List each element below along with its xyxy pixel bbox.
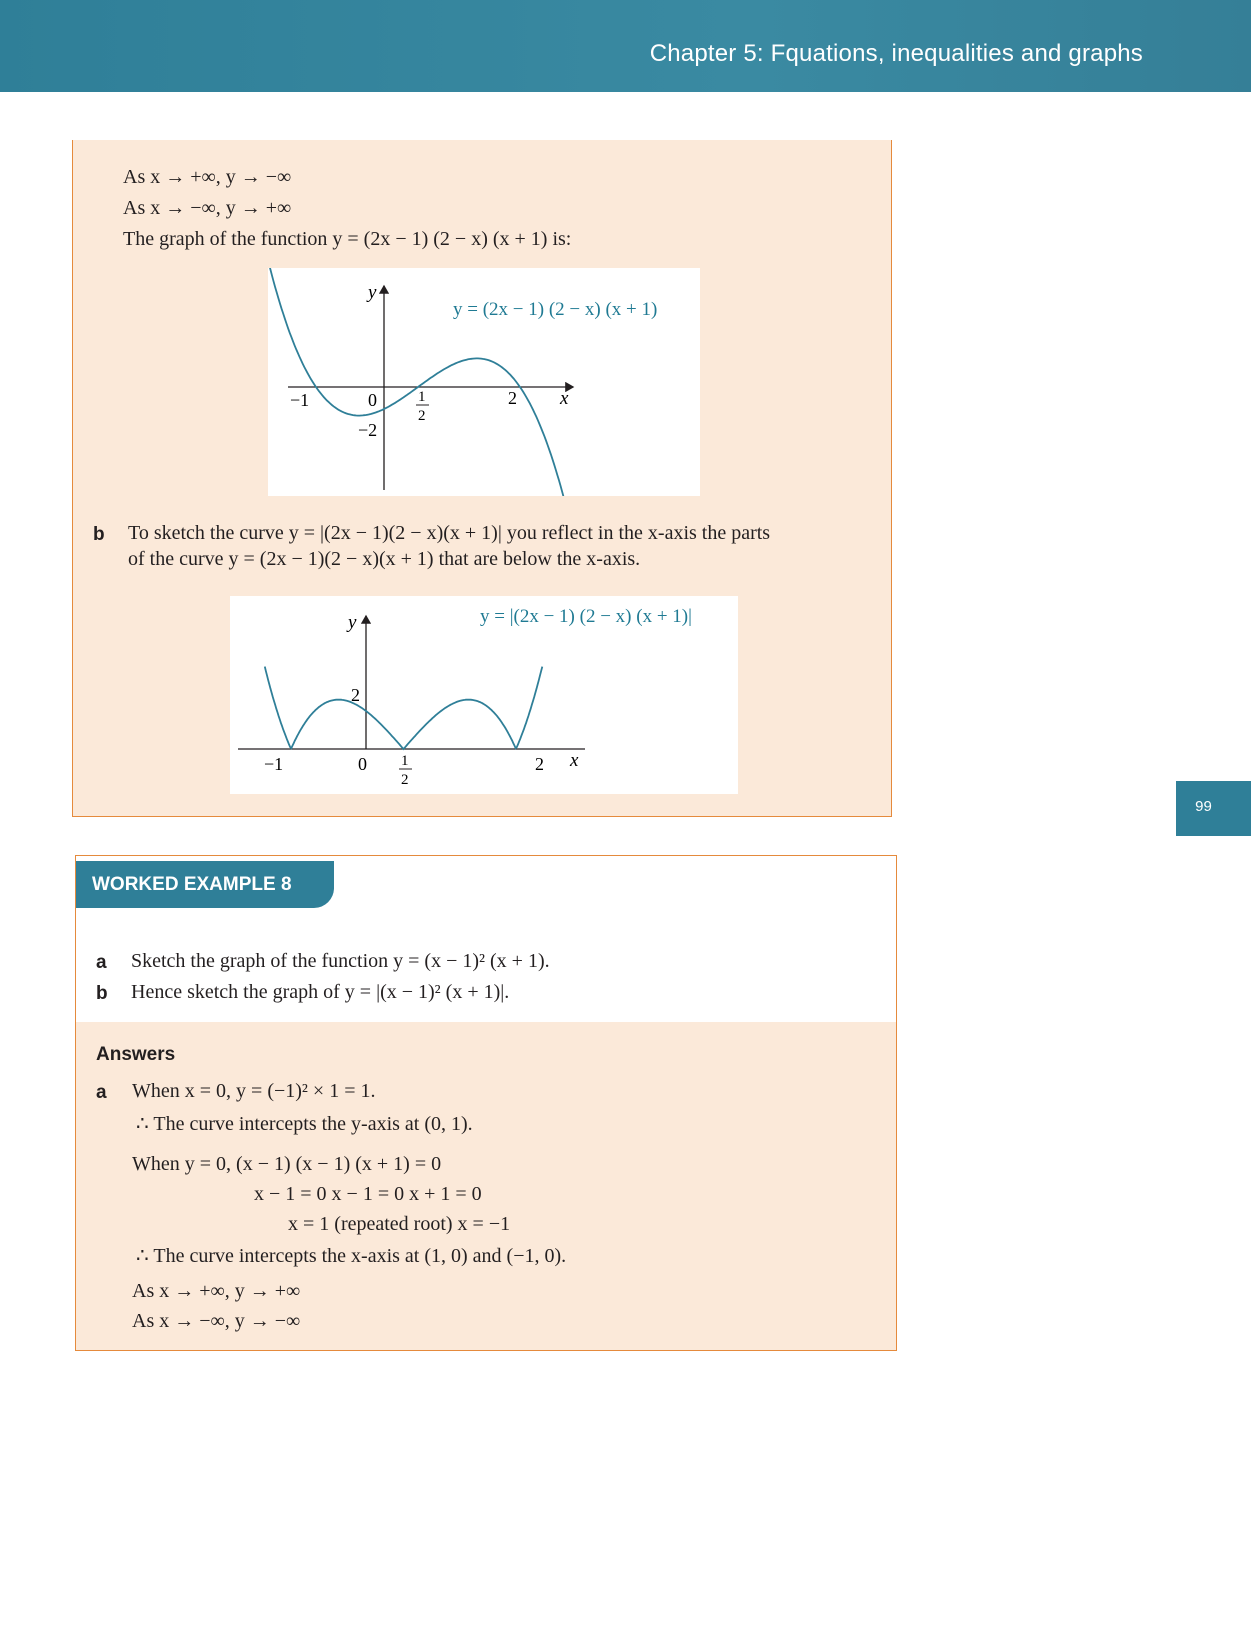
y-axis-label: y	[368, 282, 377, 303]
tick-label-2: 2	[535, 754, 544, 774]
question-a-label: a	[96, 952, 107, 973]
tick-label-2: 2	[508, 388, 517, 408]
tick-label-half-den: 2	[418, 408, 426, 424]
answer-line: x = 1 (repeated root) x = −1	[288, 1213, 511, 1235]
question-b-text: Hence sketch the graph of y = |(x − 1)² (x + 1)|.	[131, 981, 510, 1003]
question-a-text: Sketch the graph of the function y = (x − 1)² (x + 1).	[131, 950, 550, 972]
answer-line: x − 1 = 0 x − 1 = 0 x + 1 = 0	[254, 1183, 482, 1205]
answer-line: ∴ The curve intercepts the x-axis at (1, 0) and (−1, 0).	[136, 1245, 567, 1267]
part-b-line-2: of the curve y = (2x − 1)(2 − x)(x + 1) that are below the x-axis.	[128, 548, 641, 570]
question-b-label: b	[96, 983, 108, 1004]
worked-example-title: WORKED EXAMPLE 8	[76, 861, 334, 908]
modulus-cubic-graph	[230, 596, 738, 794]
tick-label-half-den: 2	[401, 772, 409, 788]
tick-label-neg2: −2	[358, 420, 378, 440]
tick-label-y-2: 2	[351, 685, 360, 705]
tick-label-0: 0	[368, 390, 377, 410]
example-continued-box	[72, 140, 892, 817]
modulus-curve-label: y = |(2x − 1) (2 − x) (x + 1)|	[480, 606, 692, 627]
answer-line: When y = 0, (x − 1) (x − 1) (x + 1) = 0	[132, 1153, 442, 1175]
page-number-tab	[1176, 781, 1251, 836]
page-number: 99	[1195, 798, 1212, 815]
part-b-label: b	[93, 524, 105, 545]
tick-label-half-num: 1	[401, 753, 409, 769]
limit-line-2: As x → −∞, y → +∞	[123, 197, 292, 219]
chapter-title: Chapter 5: Fquations, inequalities and graphs	[649, 40, 1143, 67]
part-b-line-1: To sketch the curve y = |(2x − 1)(2 − x)(x + 1)| you reflect in the x-axis the parts	[128, 522, 771, 544]
answers-section	[76, 1022, 896, 1350]
x-axis-label: x	[560, 388, 569, 409]
graph-intro-line: The graph of the function y = (2x − 1) (2 − x) (x + 1) is:	[123, 228, 572, 250]
limit-line-1: As x → +∞, y → −∞	[123, 166, 292, 188]
cubic-graph	[268, 268, 700, 496]
tick-label-half-num: 1	[418, 389, 426, 405]
answer-a-label: a	[96, 1082, 107, 1103]
y-axis-label: y	[348, 612, 357, 633]
answer-line: As x → −∞, y → −∞	[132, 1310, 301, 1332]
header-band	[0, 0, 1251, 92]
answer-line: When x = 0, y = (−1)² × 1 = 1.	[132, 1080, 376, 1102]
tick-label-neg1: −1	[264, 754, 284, 774]
answers-heading: Answers	[96, 1044, 176, 1065]
tick-label-0: 0	[358, 754, 367, 774]
worked-example-8-box	[75, 855, 897, 1351]
modulus-curve	[265, 667, 543, 749]
cubic-curve-label: y = (2x − 1) (2 − x) (x + 1)	[453, 299, 658, 320]
answer-line: As x → +∞, y → +∞	[132, 1280, 301, 1302]
x-axis-label: x	[570, 750, 579, 771]
answer-line: ∴ The curve intercepts the y-axis at (0, 1).	[136, 1113, 473, 1135]
tick-label-neg1: −1	[290, 390, 310, 410]
